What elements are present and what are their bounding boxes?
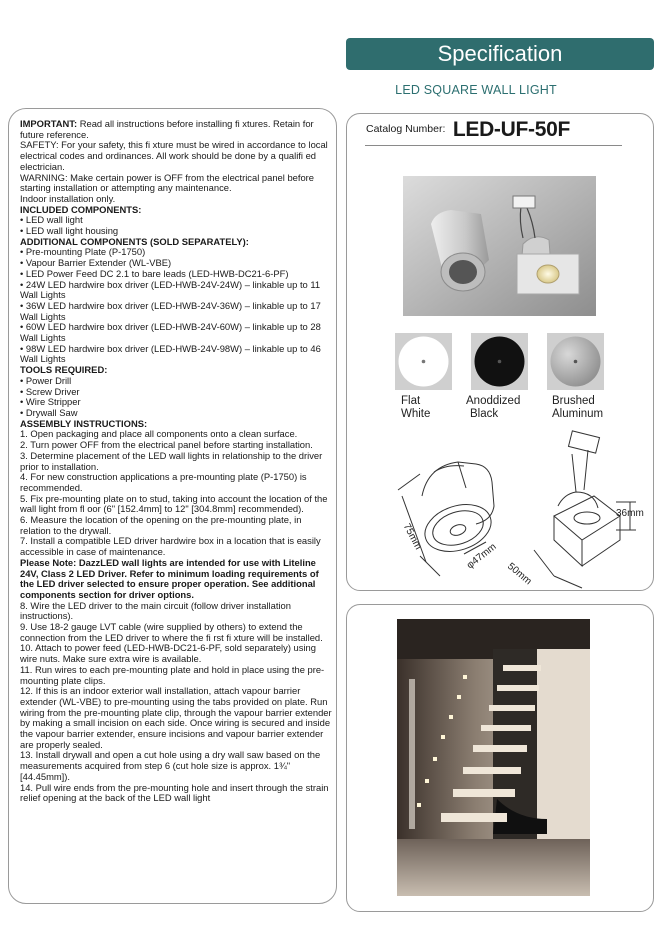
dim-50mm: 50mm <box>505 560 534 588</box>
instruction-line: IMPORTANT: Read all instructions before installing fi xtures. Retain for future reference. <box>20 118 314 140</box>
instruction-line: • LED wall light housing <box>20 225 119 237</box>
instruction-line: • 24W LED hardwire box driver (LED-HWB-24V-24W) – linkable up to 11 Wall Lights <box>20 278 321 301</box>
instruction-line: • LED wall light <box>20 214 83 226</box>
instructions-text <box>20 119 332 804</box>
instruction-line: 5. Fix pre-mounting plate on to stud, taking into account the location of the wall light from fl oor (6" [152.4mm] to 12" [304.8mm] recommended). <box>20 492 328 515</box>
instruction-line: WARNING: Make certain power is OFF from the electrical panel before starting installation or attempting any maintenance. <box>20 171 315 194</box>
catalog-label: Catalog Number: <box>366 123 446 135</box>
instruction-line: • LED Power Feed DC 2.1 to bare leads (LED-HWB-DC21-6-PF) <box>20 267 289 279</box>
instruction-line: • Wire Stripper <box>20 396 81 408</box>
instruction-line: 8. Wire the LED driver to the main circuit (follow driver installation instructions). <box>20 599 291 622</box>
spec-header: Specification <box>346 38 654 70</box>
finish-label-white: Flat White <box>401 395 431 420</box>
instruction-line: 10. Attach to power feed (LED-HWB-DC21-6-PF, sold separately) using wire nuts. Make sure extra wire is available. <box>20 642 316 665</box>
instruction-line: 7. Install a compatible LED driver hardwire box in a location that is easily accessible in case of maintenance. <box>20 535 321 558</box>
instruction-line: 9. Use 18-2 gauge LVT cable (wire supplied by others) to extend the connection from the LED driver to where the fi rst fi xture will be installed. <box>20 621 323 643</box>
instruction-line: Indoor installation only. <box>20 192 116 204</box>
instruction-line: • Vapour Barrier Extender (WL-VBE) <box>20 257 172 269</box>
instruction-heading: Please Note: DazzLED wall lights are intended for use with Liteline 24V, Class 2 LED Driver. Refer to minimum loading requirements of the LED driver selected to ensure proper operation. See additional components section for driver options. <box>20 556 319 600</box>
instruction-line: 11. Run wires to each pre-mounting plate and hold in place using the pre-mounting plate clips. <box>20 663 325 686</box>
instruction-heading: TOOLS REQUIRED: <box>20 364 108 376</box>
instruction-line: 2. Turn power OFF from the electrical panel before starting installation. <box>20 439 313 451</box>
instruction-heading: INCLUDED COMPONENTS: <box>20 203 142 215</box>
instruction-line: • Power Drill <box>20 374 72 386</box>
dim-47mm: φ47mm <box>464 541 499 572</box>
instruction-heading: ADDITIONAL COMPONENTS (SOLD SEPARATELY): <box>20 235 249 247</box>
instruction-line: • Screw Driver <box>20 385 80 397</box>
finish-label-black: Anoddized Black <box>466 395 521 420</box>
dim-75mm: 75mm <box>400 521 424 552</box>
instruction-heading: ASSEMBLY INSTRUCTIONS: <box>20 417 148 429</box>
instruction-line: 3. Determine placement of the LED wall lights in relationship to the driver prior to installation. <box>20 449 323 472</box>
instruction-line: 1. Open packaging and place all components onto a clean surface. <box>20 428 298 440</box>
divider <box>365 145 622 146</box>
catalog-value: LED-UF-50F <box>452 118 570 141</box>
instruction-line: • 60W LED hardwire box driver (LED-HWB-24V-60W) – linkable up to 28 Wall Lights <box>20 321 321 344</box>
finish-label-aluminum: Brushed Aluminum <box>552 395 604 420</box>
dim-36mm: 36mm <box>616 508 644 519</box>
instruction-line: • 36W LED hardwire box driver (LED-HWB-24V-36W) – linkable up to 17 Wall Lights <box>20 299 321 322</box>
instruction-line: 14. Pull wire ends from the pre-mounting hole and insert through the strain relief opening at the back of the LED wall light <box>20 781 329 804</box>
instruction-line: • Pre-mounting Plate (P-1750) <box>20 246 146 258</box>
catalog-number <box>366 118 570 142</box>
instruction-line: SAFETY: For your safety, this fi xture must be wired in accordance to local electrical codes and ordinances. All work should be done by a qualifi ed electrician. <box>20 139 328 172</box>
product-photo <box>403 176 596 316</box>
staircase-photo <box>397 619 590 896</box>
dimension-drawing <box>394 426 652 594</box>
instruction-line: 6. Measure the location of the opening on the pre-mounting plate, in relation to the drywall. <box>20 514 302 536</box>
instruction-line: 12. If this is an indoor exterior wall installation, attach vapour barrier extender (WL-VBE) to pre-mounting using the tabs provided on plate. Run wiring from the pre-mounting plate clip, through the vapour barrier extender by making a small incision on each side. Once wiring is secured and inside the vapour barrier extender, ensure incisions and vapour barrier extender are properly sealed. <box>20 685 332 750</box>
product-subtitle: LED SQUARE WALL LIGHT <box>395 83 557 97</box>
instruction-line: 13. Install drywall and open a cut hole using a dry wall saw based on the measurements acquired from step 6 (cut hole size is approx. 1¾" [44.45mm]). <box>20 749 321 782</box>
instruction-line: • 98W LED hardwire box driver (LED-HWB-24V-98W) – linkable up to 46 Wall Lights <box>20 342 321 365</box>
instruction-line: 4. For new construction applications a pre-mounting plate (P-1750) is recommended. <box>20 471 307 493</box>
instruction-line: • Drywall Saw <box>20 406 78 418</box>
